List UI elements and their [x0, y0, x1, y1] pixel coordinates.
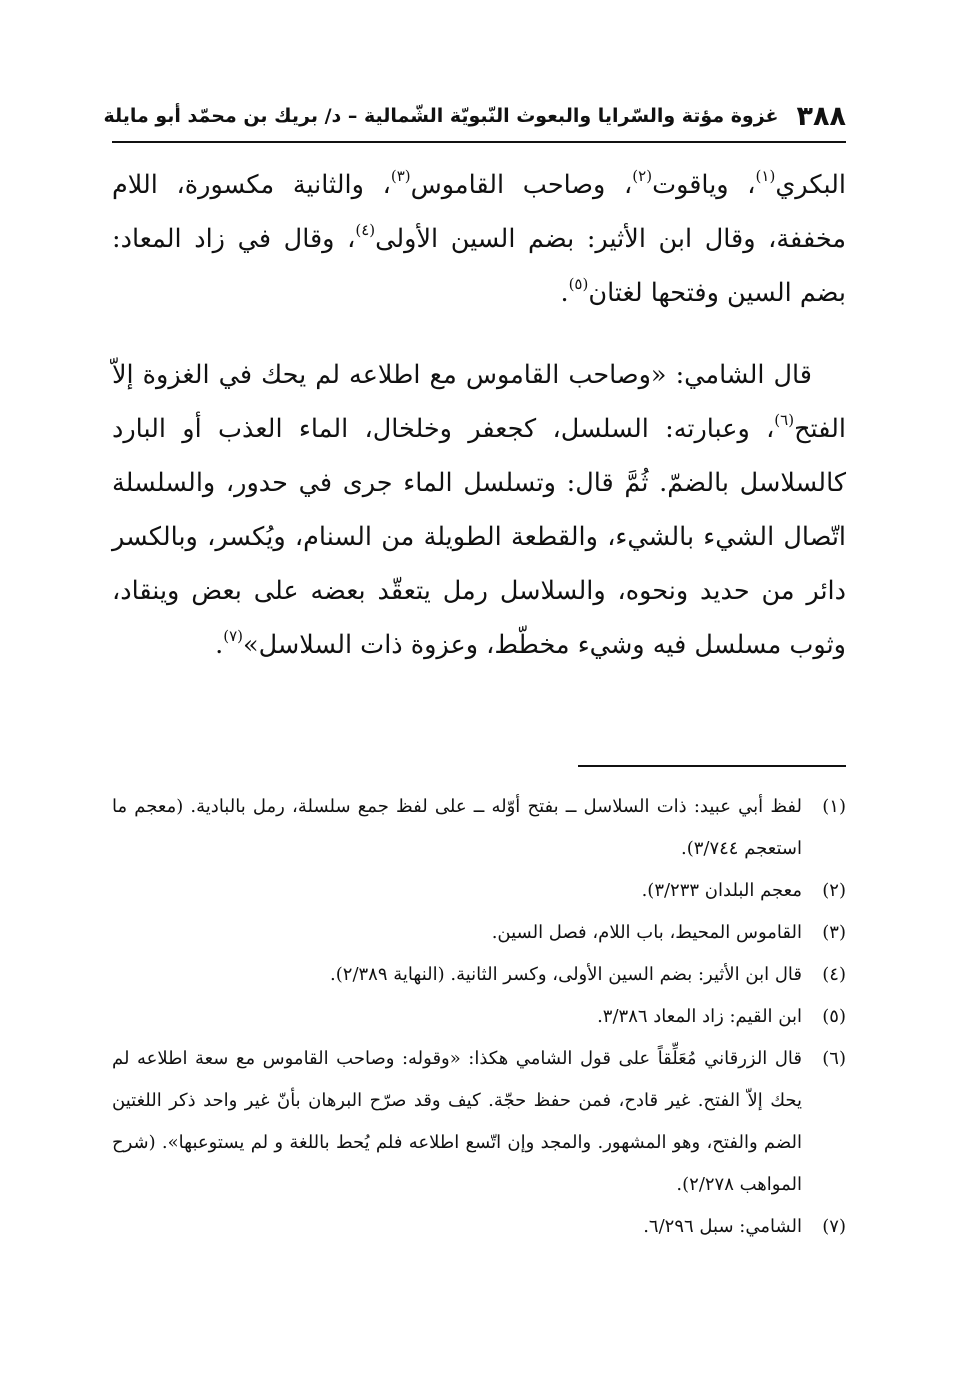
footnote-separator	[578, 765, 846, 767]
footnote-2	[112, 870, 846, 912]
text-run: .	[215, 630, 224, 660]
footnote-ref-7: (٧)	[223, 627, 243, 645]
footnote-text: القاموس المحيط، باب اللام، فصل السين.	[491, 922, 802, 943]
footnote-ref-1: (١)	[755, 167, 776, 185]
footnote-ref-3: (٣)	[390, 167, 411, 185]
footnote-number: (٣)	[822, 922, 846, 943]
footnote-6	[112, 1038, 846, 1206]
paragraph-2	[112, 348, 846, 672]
footnote-number: (٦)	[822, 1048, 846, 1069]
footnote-text: لفظ أبي عبيد: ذات السلاسل ــ بفتح أوّله ــ على لفظ جمع سلسلة، رمل بالبادية. (معجم ما استعجم ٣/٧٤٤).	[112, 796, 802, 859]
text-run: البكري	[775, 170, 846, 200]
footnote-3	[112, 912, 846, 954]
text-run: ، وصاحب القاموس	[410, 170, 633, 200]
running-header	[103, 92, 846, 140]
text-run: ، والثانية مكسورة، اللام مخففة، وقال ابن الأثير: بضم السين الأولى	[112, 170, 846, 254]
header-rule	[112, 141, 846, 143]
footnote-text: قال الزرقاني مُعَلِّقاً على قول الشامي هكذا: «وقوله: وصاحب القاموس مع سعة اطلاعه لم يحك إلاّ الفتح. غير قادح، فمن حفظ حجّة. كيف وقد صرّح البرهان بأنّ غير واحد ذكر اللغتين الضم والفتح، وهو المشهور. والمجد وإن اتّسع اطلاعه فلم يُحط باللغة و لم يستوعبها». (شرح المواهب ٢/٢٧٨).	[112, 1048, 802, 1195]
footnote-ref-6: (٦)	[774, 411, 795, 429]
footnote-1	[112, 786, 846, 870]
footnote-ref-2: (٢)	[632, 167, 653, 185]
text-run: ، وياقوت	[652, 170, 756, 200]
footnote-ref-4: (٤)	[355, 221, 376, 239]
footnote-number: (٢)	[822, 880, 846, 901]
footnote-number: (٤)	[822, 964, 846, 985]
footnote-text: الشامي: سبل ٦/٢٩٦.	[643, 1216, 802, 1237]
footnote-ref-5: (٥)	[568, 275, 589, 293]
footnote-5	[112, 996, 846, 1038]
text-run: ، وقال في زاد المعاد: بضم السين وفتحها لغتان	[112, 224, 846, 308]
footnote-text: ابن القيم: زاد المعاد ٣/٣٨٦.	[597, 1006, 802, 1027]
text-run: ، وعبارته: السلسل، كجعفر وخلخال، الماء العذب أو البارد كالسلاسل بالضمّ. ثُمَّ قال: وتسلسل الماء جرى في حدور، والسلسلة اتّصال الشيء بالشيء، والقطعة الطويلة من السنام، ويُكسر، وبالكسر دائر من حديد ونحوه، والسلاسل رمل يتعقّد بعضه على بعض وينقاد، وثوب مسلسل فيه وشيء مخطّط، وعزوة ذات السلاسل»	[112, 414, 846, 660]
footnote-4	[112, 954, 846, 996]
text-run: قال الشامي: «وصاحب القاموس مع اطلاعه لم يحك في الغزوة إلاّ الفتح	[112, 360, 846, 444]
footnote-7	[112, 1206, 846, 1248]
footnote-number: (٥)	[822, 1006, 846, 1027]
footnote-text: معجم البلدان ٣/٢٣٣).	[641, 880, 802, 901]
footnote-number: (١)	[822, 796, 846, 817]
text-run: .	[560, 278, 569, 308]
running-title: غزوة مؤتة والسّرايا والبعوث النّبويّة الشّمالية – د/ بريك بن محمّد أبو مايلة	[103, 105, 779, 127]
page-number: ٣٨٨	[796, 100, 846, 132]
main-text	[112, 158, 846, 672]
footnote-number: (٧)	[822, 1216, 846, 1237]
footnote-text: قال ابن الأثير: بضم السين الأولى، وكسر الثانية. (النهاية ٢/٣٨٩).	[330, 964, 802, 985]
footnotes	[112, 786, 846, 1248]
paragraph-1	[112, 158, 846, 320]
